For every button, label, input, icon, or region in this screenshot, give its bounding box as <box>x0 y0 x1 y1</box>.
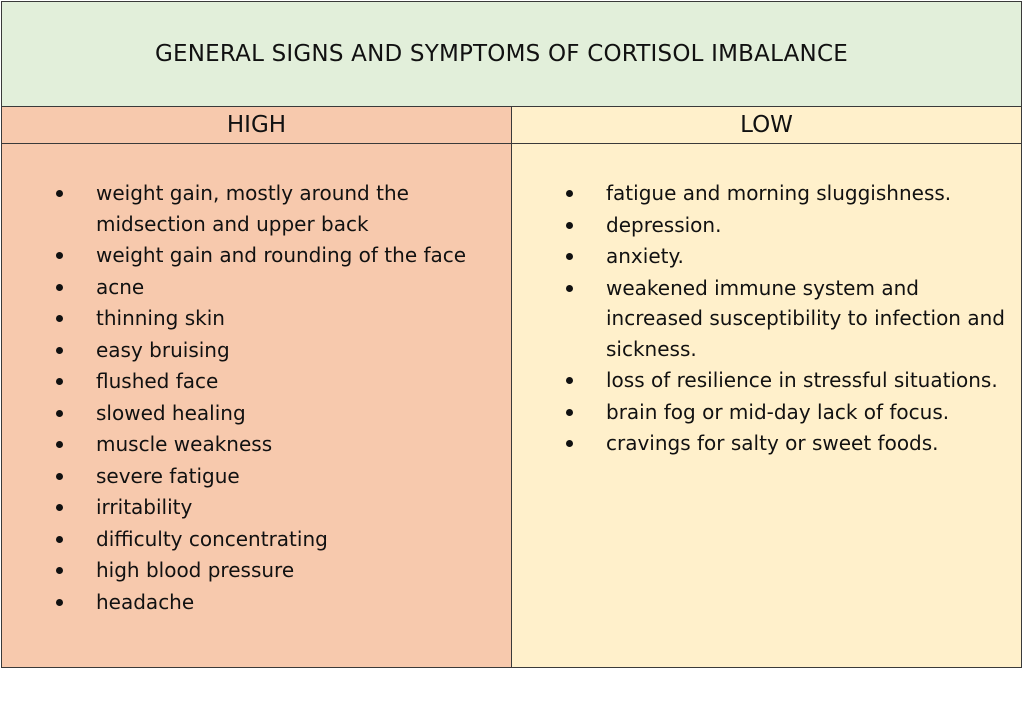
list-item-text: severe fatigue <box>96 463 240 488</box>
list-item-text: flushed face <box>96 369 219 393</box>
list-item-text: weakened immune system and increased susceptibility to infection and sickness. <box>606 275 1005 361</box>
list-item <box>562 178 1022 209</box>
cortisol-table <box>1 1 1022 668</box>
bullet-icon <box>566 377 573 384</box>
bullet-icon <box>566 409 573 416</box>
bullet-icon <box>566 253 573 260</box>
list-item <box>52 492 502 523</box>
bullet-icon <box>56 536 63 543</box>
bullet-icon <box>56 599 63 606</box>
bullet-icon <box>56 504 63 511</box>
list-item <box>52 524 502 555</box>
low-column-header: LOW <box>512 107 1021 144</box>
list-item-text: thinning skin <box>96 306 225 330</box>
bullet-icon <box>56 315 63 322</box>
bullet-icon <box>56 473 63 480</box>
table-title: GENERAL SIGNS AND SYMPTOMS OF CORTISOL IMBALANCE <box>155 41 848 67</box>
list-item <box>562 365 1022 396</box>
list-item <box>562 241 1022 272</box>
bullet-icon <box>56 410 63 417</box>
low-symptom-list <box>562 178 1022 460</box>
high-column-header: HIGH <box>2 107 511 144</box>
list-item-text: muscle weakness <box>96 432 273 456</box>
bullet-icon <box>56 441 63 448</box>
list-item <box>52 429 502 460</box>
high-column <box>2 107 512 667</box>
list-item <box>562 210 1022 241</box>
list-item <box>52 398 502 429</box>
bullet-icon <box>566 440 573 447</box>
bullet-icon <box>56 347 63 354</box>
list-item <box>52 587 502 618</box>
list-item-text: easy bruising <box>96 337 230 362</box>
list-item-text: weight gain and rounding of the face <box>96 243 467 267</box>
list-item <box>562 428 1022 459</box>
list-item-text: weight gain, mostly around the midsection and upper back <box>96 181 409 236</box>
list-item <box>52 461 502 492</box>
list-item <box>562 397 1022 428</box>
list-item-text: difficulty concentrating <box>96 526 328 551</box>
list-item <box>52 303 502 334</box>
list-item-text: brain fog or mid-day lack of focus. <box>606 399 950 424</box>
list-item <box>52 178 502 239</box>
list-item-text: anxiety. <box>606 244 684 268</box>
list-item-text: loss of resilience in stressful situations. <box>606 368 998 392</box>
list-item <box>562 273 1022 365</box>
low-column <box>512 107 1021 667</box>
bullet-icon <box>56 252 63 259</box>
list-item <box>52 555 502 586</box>
bullet-icon <box>566 190 573 197</box>
title-row <box>2 2 1021 107</box>
bullet-icon <box>566 285 573 292</box>
list-item <box>52 272 502 303</box>
list-item <box>52 240 502 271</box>
list-item <box>52 335 502 366</box>
list-item-text: cravings for salty or sweet foods. <box>606 431 939 455</box>
list-item-text: depression. <box>606 212 722 237</box>
bullet-icon <box>566 222 573 229</box>
list-item-text: slowed healing <box>96 400 246 425</box>
bullet-icon <box>56 190 63 197</box>
bullet-icon <box>56 378 63 385</box>
list-item-text: headache <box>96 589 195 614</box>
list-item-text: acne <box>96 274 145 299</box>
list-item-text: fatigue and morning sluggishness. <box>606 181 952 205</box>
high-symptom-list <box>52 178 502 618</box>
list-item <box>52 366 502 397</box>
list-item-text: high blood pressure <box>96 558 295 582</box>
bullet-icon <box>56 567 63 574</box>
list-item-text: irritability <box>96 495 193 519</box>
bullet-icon <box>56 284 63 291</box>
